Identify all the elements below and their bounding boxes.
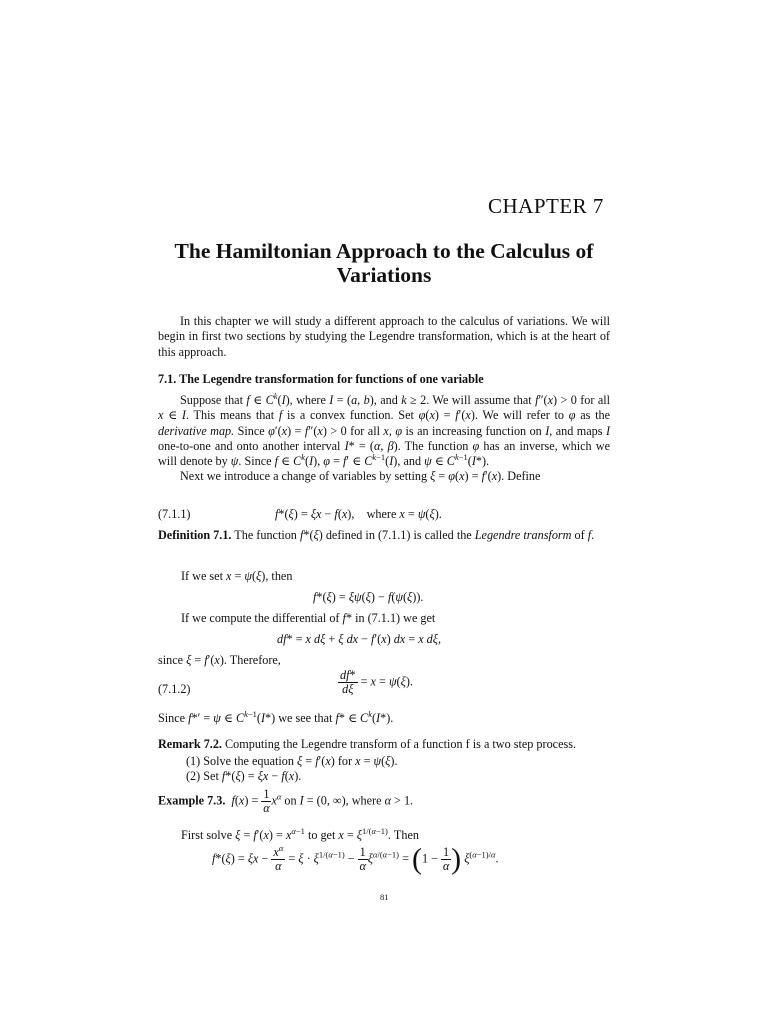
example-result-equation: f*(ξ) = ξx − $\frac{x^\alpha}{\alpha}$ = $\xi \cdot \xi^{1/(\alpha-1)}$ − $\frac{1}{\alpha}$ $\xi^{\alpha/(\alpha-1)} = (1$ − $\frac{1}{\alpha}$ ) $\xi^{(\alpha-1)/\alpha}$. [212,842,499,876]
section-heading: 7.1. The Legendre transformation for functions of one variable [158,372,484,386]
example-7-3: Example 7.3. f(x) = $\frac{1}{\alpha}$ $x^\alpha$ on I = (0, ∞), where α > 1. [158,787,414,815]
text-if-we-set: If we set x = ψ(ξ), then [181,569,293,583]
remark-step-2: (2) Set f*(ξ) = ξx − f(x). [186,769,302,783]
definition-7-1: Definition 7.1. The function f*(ξ) defined in (7.1.1) is called the Legendre transform of f. [158,528,595,542]
remark-label: Remark 7.2. [158,737,222,751]
chapter-heading: CHAPTER 7 [488,194,604,218]
remark-7-2 [158,737,576,752]
text-differential: If we compute the differential of f* in (7.1.1) we get [181,611,436,625]
intro-paragraph: In this chapter we will study a different approach to the calculus of variations. We will begin in first two sections by studying the Legendre transformation, which is at the heart of this approach. [158,314,610,359]
equation-f-star: f*(ξ) = ξψ(ξ) − f(ψ(ξ)). [313,590,424,604]
equation-7-1-2: $\frac{df*}{d\xi}$ = x = ψ(ξ). [340,668,413,696]
example-label: Example 7.3. [158,793,226,808]
remark-step-1: (1) Solve the equation ξ = f′(x) for x = ψ(ξ). [186,754,398,768]
example-first-solve: First solve $\xi = f'(x) = x^{\alpha-1}$ to get $x = \xi^{1/(\alpha-1)}$. Then [181,826,419,842]
title-line-2: Variations [336,263,432,287]
page-number: 81 [380,892,389,902]
equation-label-7-1-2: (7.1.2) [158,682,191,696]
page-title [158,239,610,287]
definition-label: Definition 7.1. [158,528,232,542]
equation-7-1-1: f*(ξ) = ξx − f(x), where x = ψ(ξ). [275,507,442,521]
equation-label-7-1-1: (7.1.1) [158,507,191,521]
equation-differential: df* = x dξ + ξ dx − f′(x) dx = x dξ, [277,632,442,646]
title-line-1: The Hamiltonian Approach to the Calculus of [174,239,594,263]
remark-text: Computing the Legendre transform of a function f is a two step process. [225,737,577,751]
text-since-f-star: Since f*′ = ψ ∈ $C^{k-1}(I*)$ we see that f* ∈ $C^k(I*)$. [158,709,394,725]
text-since-xi: since ξ = f′(x). Therefore, [158,653,281,667]
section-paragraph: Suppose that f ∈ $C^k(I)$, where I = (a, b), and k ≥ 2. We will assume that f″(x) > 0 for all x ∈ I. This means that f is a convex function. Set φ(x) = f′(x). We will refer to φ as the derivative map. Since φ′(x) = f″(x) > 0 for all x, φ is an increasing function on I, and maps I one-to-one and onto another interval I* = (α, β). The function φ has an inverse, which we will denote by ψ. Since f ∈ $C^k(I)$, φ = f′ ∈ $C^{k-1}(I)$, and ψ ∈ $C^{k-1}(I*)$. Next we introduce a change of variables by setting ξ = φ(x) = f′(x). Define [158,391,611,484]
